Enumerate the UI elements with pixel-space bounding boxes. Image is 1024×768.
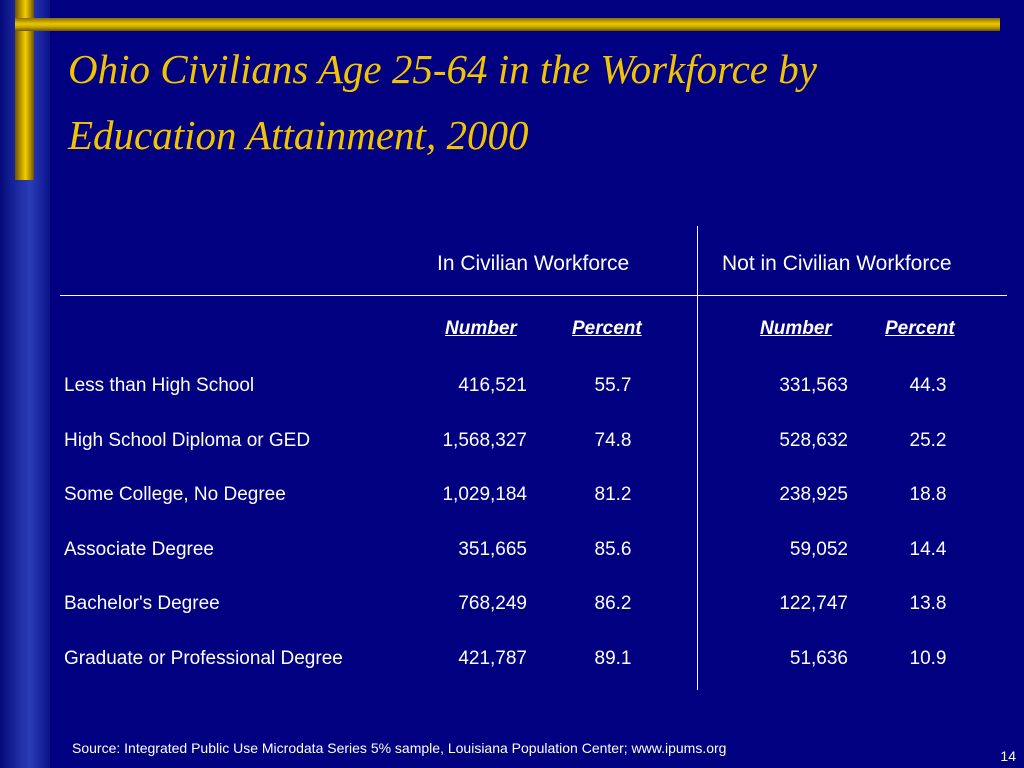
row-out-number: 528,632 [779,430,848,451]
page-number: 14 [1000,748,1016,764]
row-label: Some College, No Degree [64,484,286,505]
row-out-percent: 14.4 [909,539,947,560]
row-in-number: 351,665 [458,539,527,560]
row-label: Graduate or Professional Degree [64,648,343,669]
slide-title [68,36,998,168]
subheader-out-number: Number [760,318,832,339]
title-line-2: Education Attainment, 2000 [68,112,529,158]
title-line-1: Ohio Civilians Age 25-64 in the Workforce by [68,46,817,92]
source-note: Source: Integrated Public Use Microdata Series 5% sample, Louisiana Population Center; www.ipums.org [72,740,727,756]
gold-horizontal-accent [15,18,1000,31]
row-out-number: 238,925 [779,484,848,505]
row-out-number: 331,563 [779,375,848,396]
subheader-out-percent: Percent [885,318,955,339]
row-label: Associate Degree [64,539,214,560]
row-in-number: 421,787 [458,648,527,669]
row-in-number: 416,521 [458,375,527,396]
row-out-percent: 25.2 [909,430,947,451]
row-out-number: 59,052 [789,539,848,560]
group-header-not-in-workforce: Not in Civilian Workforce [722,252,952,275]
row-label: Bachelor's Degree [64,593,220,614]
row-in-percent: 81.2 [594,484,632,505]
subheader-in-number: Number [445,318,517,339]
row-out-percent: 10.9 [909,648,947,669]
row-label: High School Diploma or GED [64,430,311,451]
row-in-percent: 86.2 [594,593,632,614]
row-out-number: 122,747 [779,593,848,614]
row-in-number: 768,249 [458,593,527,614]
group-header-in-workforce: In Civilian Workforce [437,252,630,275]
row-out-percent: 18.8 [909,484,947,505]
row-label: Less than High School [64,375,255,396]
subheader-in-percent: Percent [572,318,642,339]
row-out-percent: 13.8 [909,593,947,614]
row-in-number: 1,029,184 [442,484,527,505]
table-header-divider [60,295,1007,296]
row-in-percent: 89.1 [594,648,632,669]
row-out-number: 51,636 [789,648,848,669]
row-in-percent: 55.7 [594,375,632,396]
row-out-percent: 44.3 [909,375,947,396]
row-in-number: 1,568,327 [442,430,527,451]
row-in-percent: 74.8 [594,430,632,451]
row-in-percent: 85.6 [594,539,632,560]
